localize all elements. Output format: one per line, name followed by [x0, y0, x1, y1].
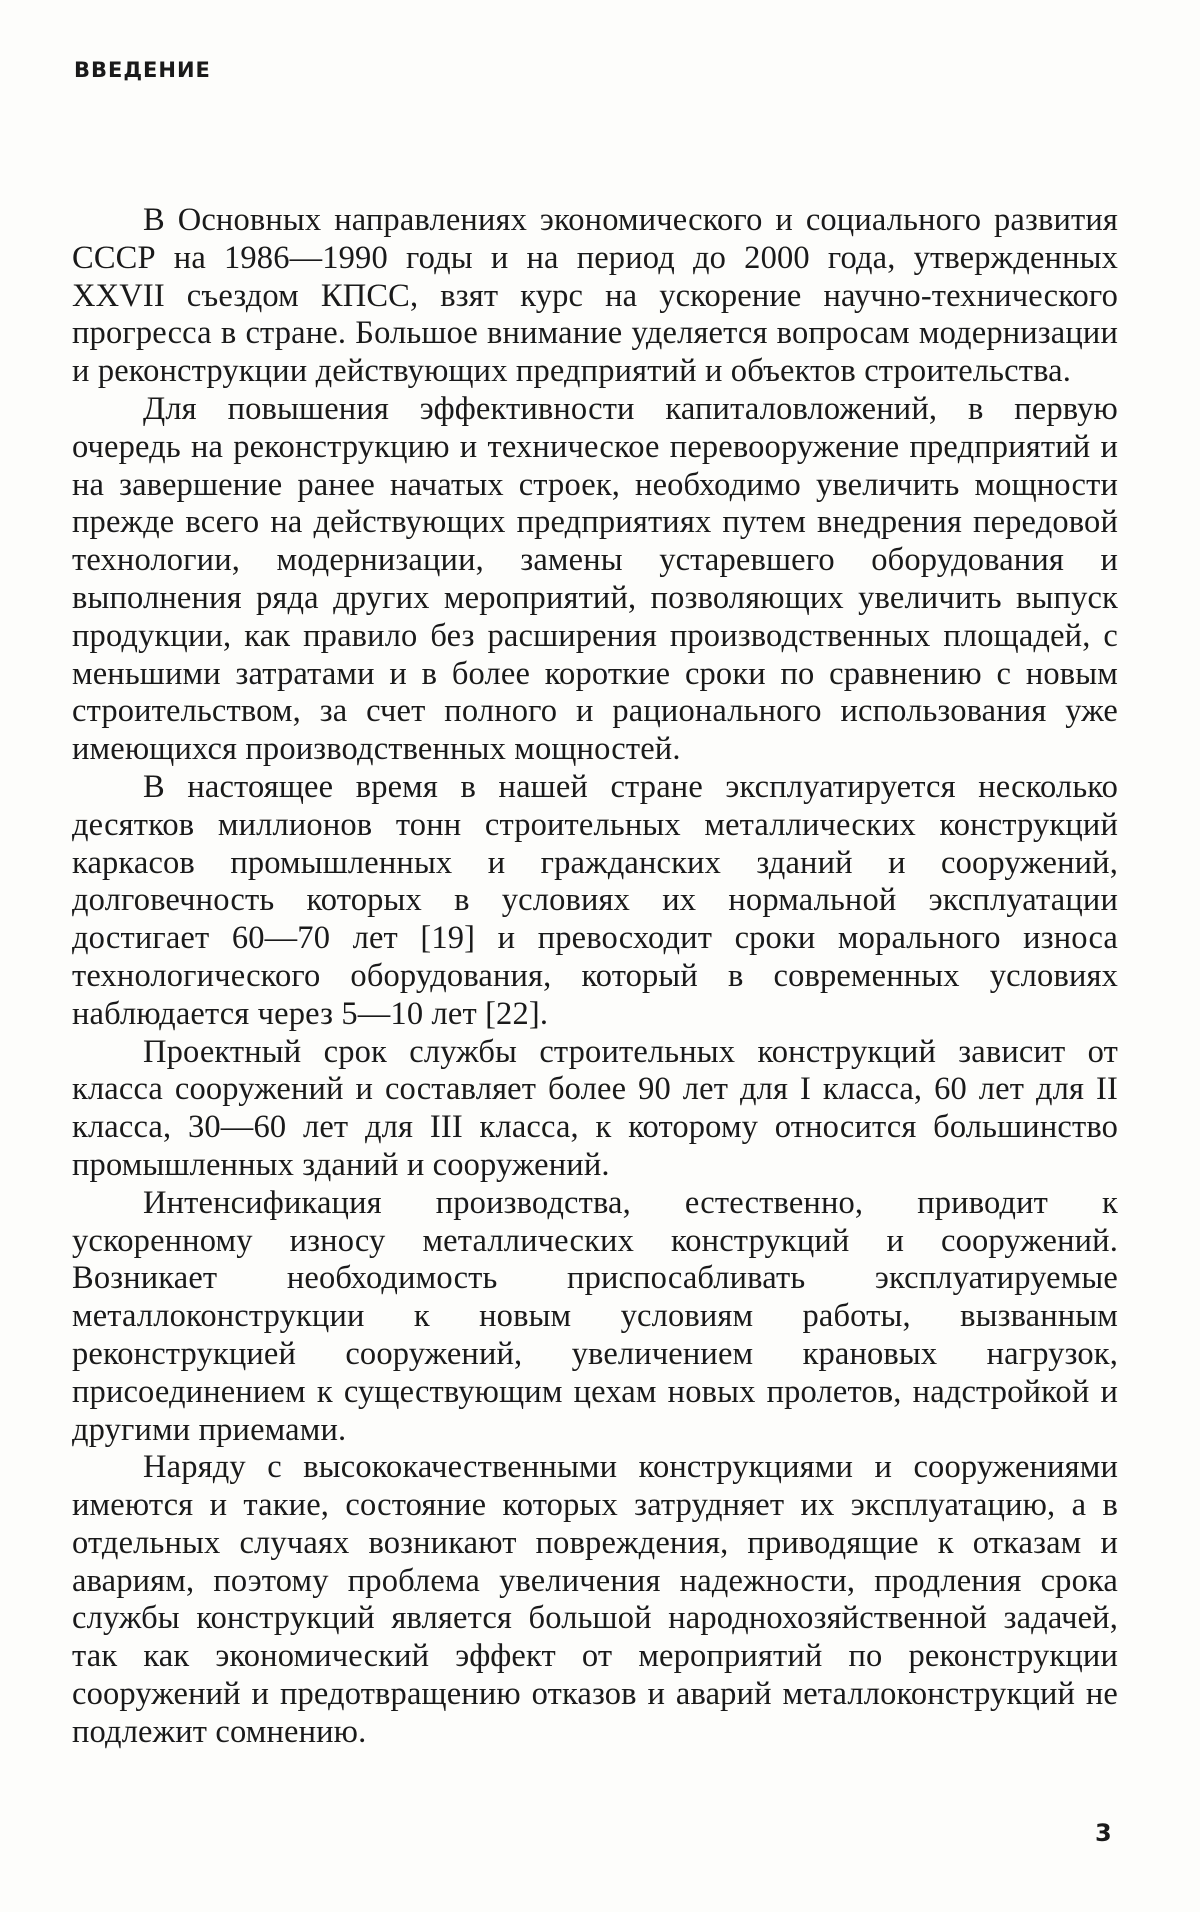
- paragraph: Проектный срок службы строительных конструкций зависит от класса сооружений и составляет более 90 лет для I класса, 60 лет для II класса, 30—60 лет для III класса, к которому относится большинство промышленных зданий и сооружений.: [72, 1033, 1118, 1183]
- paragraph: В Основных направлениях экономического и социального развития СССР на 1986—1990 годы и на период до 2000 года, утвержденных XXVII съездом КПСС, взят курс на ускорение научно-технического прогресса в стране. Большое внимание уделяется вопросам модернизации и реконструкции действующих предприятий и объектов строительства.: [72, 202, 1118, 390]
- paragraph: Для повышения эффективности капиталовложений, в первую очередь на реконструкцию и техническое перевооружение предприятий и на завершение ранее начатых строек, необходимо увеличить мощности прежде всего на действующих предприятиях путем внедрения передовой технологии, модернизации, замены устаревшего оборудования и выполнения ряда других мероприятий, позволяющих увеличить выпуск продукции, как правило без расширения производственных площадей, с меньшими затратами и в более короткие сроки по сравнению с новым строительством, за счет полного и рационального использования уже имеющихся производственных мощностей.: [72, 390, 1118, 768]
- paragraph: Интенсификация производства, естественно, приводит к ускоренному износу металлических конструкций и сооружений. Возникает необходимость приспосабливать эксплуатируемые металлоконструкции к новым условиям работы, вызванным реконструкцией сооружений, увеличением крановых нагрузок, присоединением к существующим цехам новых пролетов, надстройкой и другими приемами.: [72, 1184, 1118, 1448]
- section-heading: ВВЕДЕНИЕ: [74, 58, 211, 82]
- paragraph: Наряду с высококачественными конструкциями и сооружениями имеются и такие, состояние которых затрудняет их эксплуатацию, а в отдельных случаях возникают повреждения, приводящие к отказам и авариям, поэтому проблема увеличения надежности, продления срока службы конструкций является большой народнохозяйственной задачей, так как экономический эффект от мероприятий по реконструкции сооружений и предотвращению отказов и аварий металлоконструкций не подлежит сомнению.: [72, 1449, 1118, 1750]
- paragraph: В настоящее время в нашей стране эксплуатируется несколько десятков миллионов тонн строительных металлических конструкций каркасов промышленных и гражданских зданий и сооружений, долговечность которых в условиях их нормальной эксплуатации достигает 60—70 лет [19] и превосходит сроки морального износа технологического оборудования, который в современных условиях наблюдается через 5—10 лет [22].: [72, 768, 1118, 1032]
- body-text: [72, 202, 1118, 1752]
- page-number: 3: [1095, 1819, 1112, 1847]
